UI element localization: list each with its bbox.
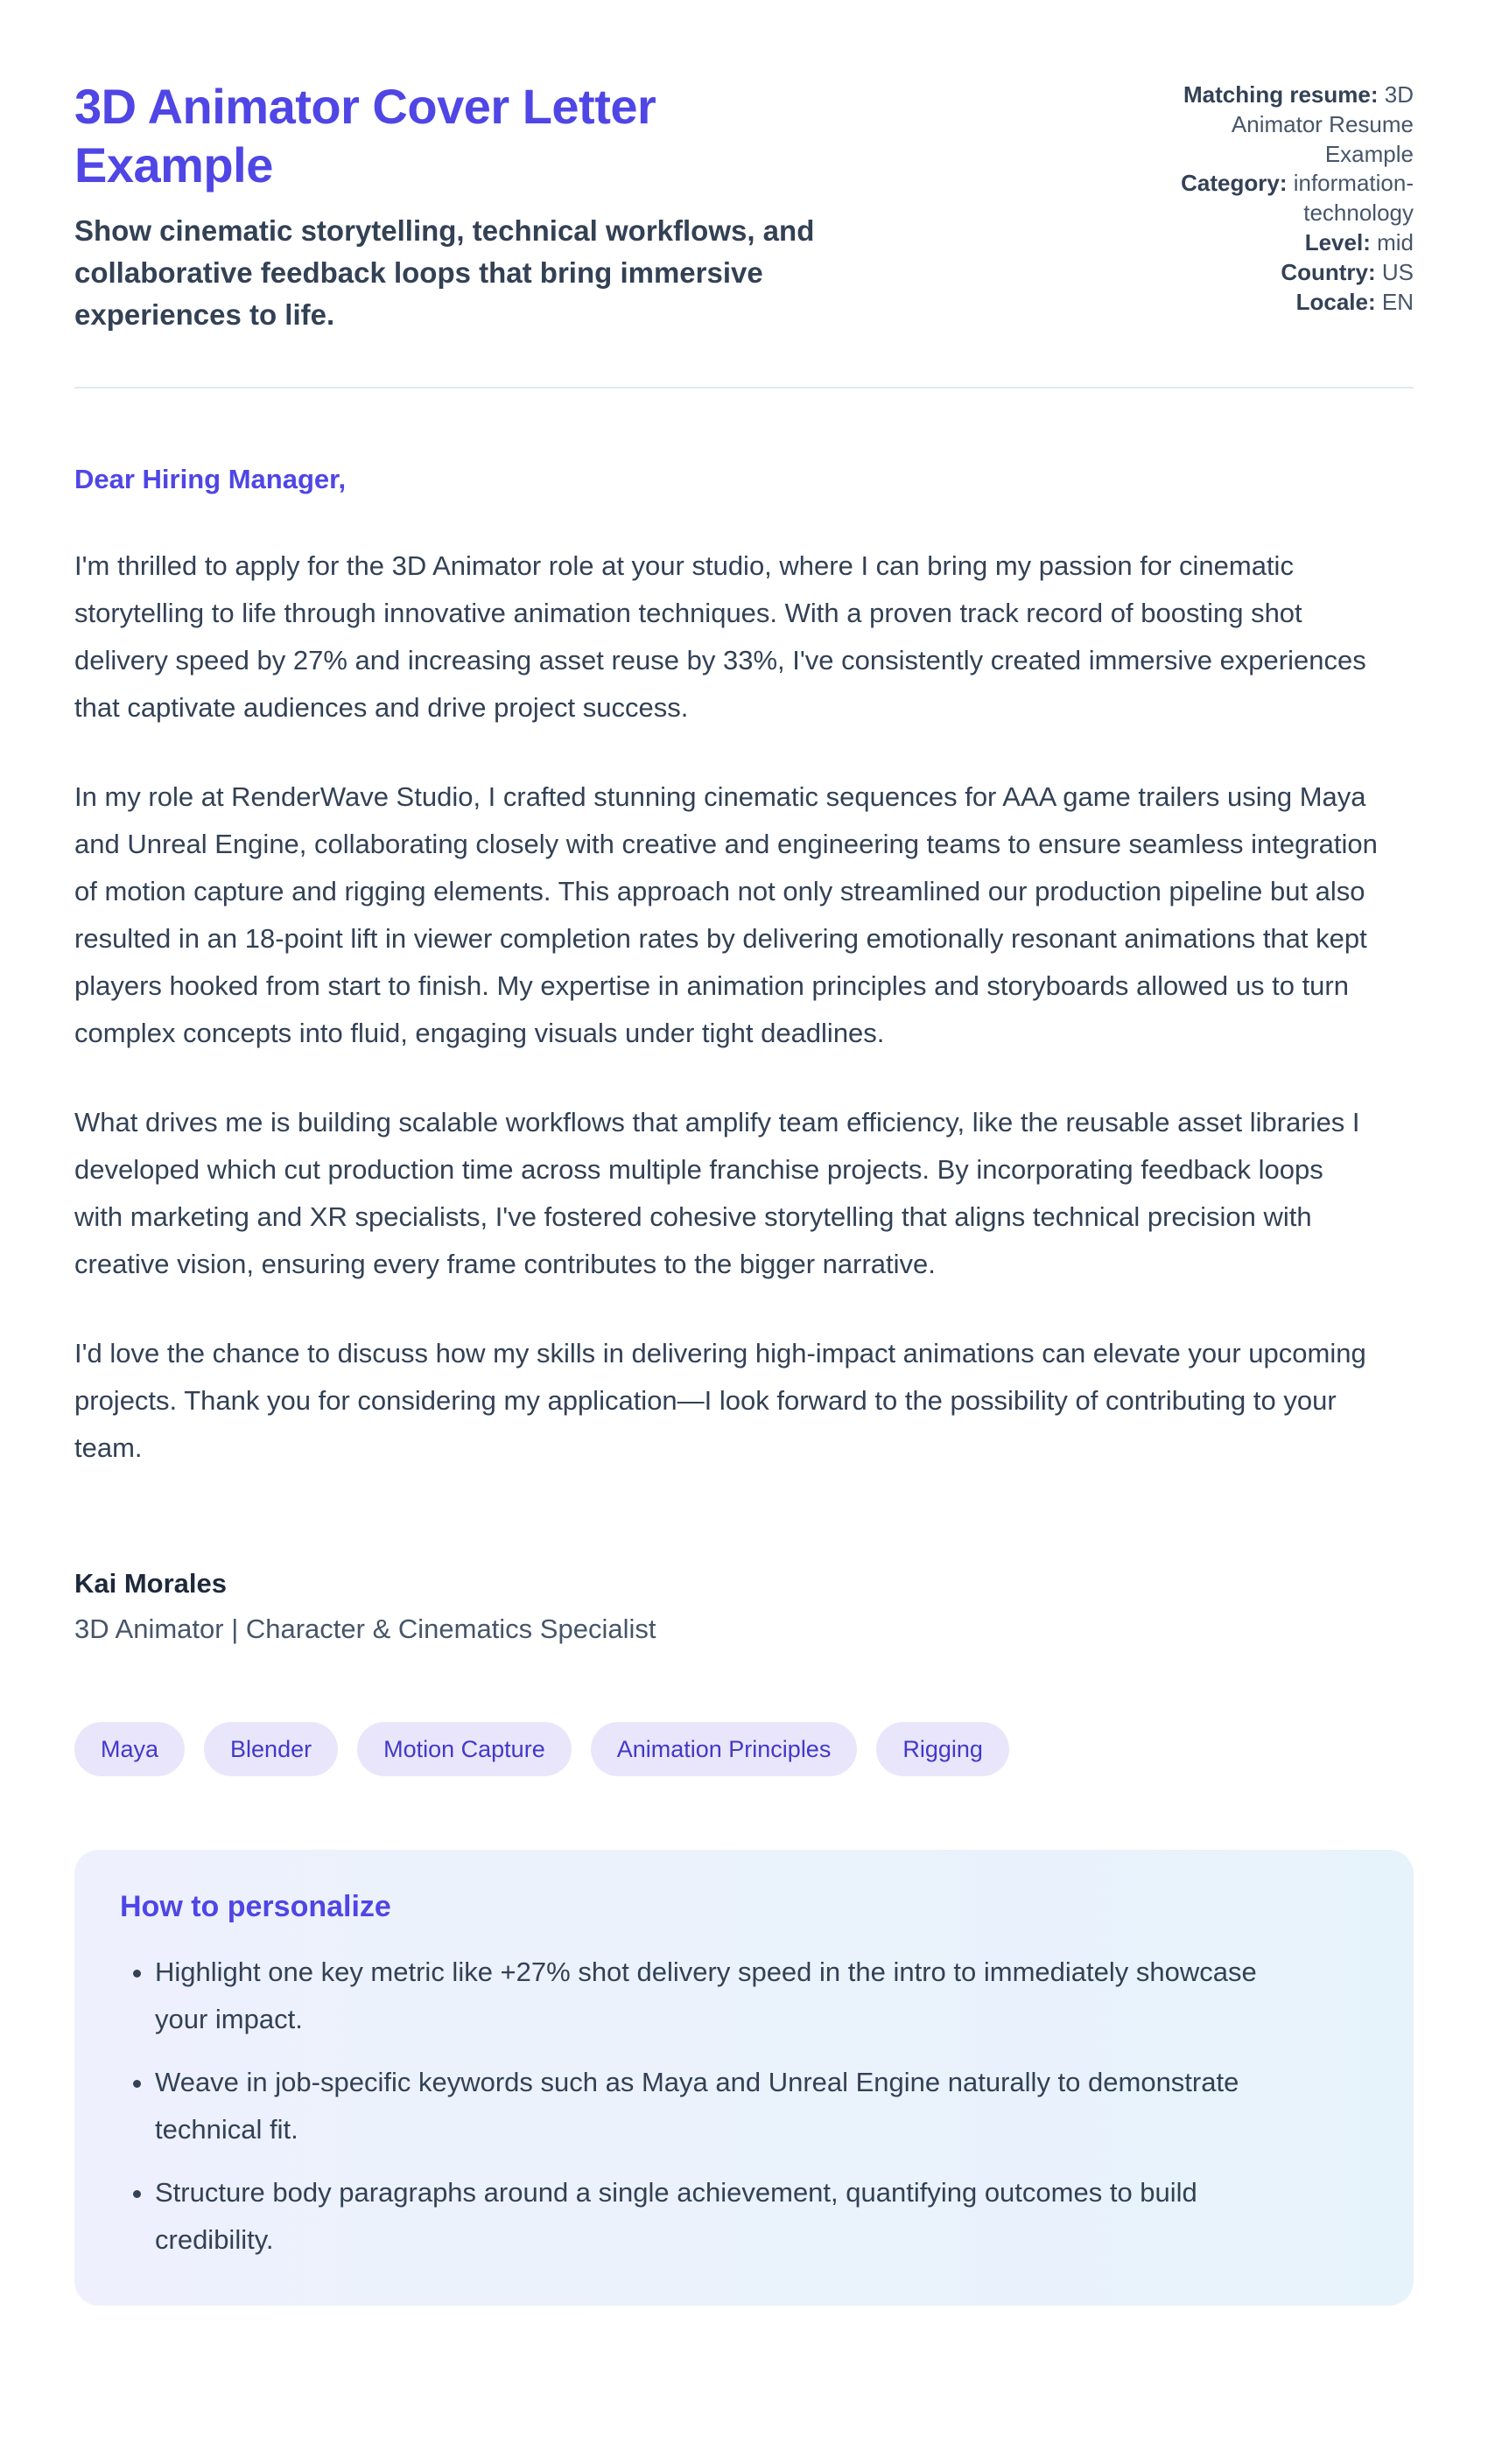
header-divider [74,387,1414,388]
cover-letter-body [74,464,1414,1645]
meta-label: Matching resume: [1183,81,1379,108]
meta-row-matching-resume [1176,80,1414,169]
skill-tag[interactable]: Maya [74,1722,185,1776]
meta-value: mid [1377,228,1414,256]
personalize-card [74,1850,1414,2306]
signature-role: 3D Animator | Character & Cinematics Specialist [74,1613,656,1644]
letter-paragraph: In my role at RenderWave Studio, I crafted stunning cinematic sequences for AAA game trailers using Maya and Unreal Engine, collaborating closely with creative and engineering teams to ensure seamless integration of motion capture and rigging elements. This approach not only streamlined our production pipeline but also resulted in an 18-point lift in viewer completion rates by delivering emotionally resonant animations that kept players hooked from start to finish. My expertise in animation principles and storyboards allowed us to turn complex concepts into fluid, engaging visuals under tight deadlines. [74,780,1378,1048]
header-text-block [74,77,845,336]
skill-tags [74,1722,1414,1776]
skill-tag[interactable]: Motion Capture [357,1722,572,1776]
meta-row-level [1176,228,1414,258]
personalize-tip: • Highlight one key metric like +27% shot delivery speed in the intro to immediately showcase your impact. [155,1949,1310,2043]
header [74,77,1414,336]
meta-value: EN [1381,288,1414,315]
letter-paragraph: I'm thrilled to apply for the 3D Animator role at your studio, where I can bring my passion for cinematic storytelling to life through innovative animation techniques. With a proven track record of boosting shot delivery speed by 27% and increasing asset reuse by 33%, I've consistently created immersive experiences that captivate audiences and drive project success. [74,550,1366,723]
personalize-tip: • Weave in job-specific keywords such as Maya and Unreal Engine naturally to demonstrate technical fit. [155,2059,1310,2153]
page-title: 3D Animator Cover Letter Example [74,79,656,193]
meta-row-locale [1176,288,1414,318]
personalize-card-title: How to personalize [120,1890,391,1924]
personalize-tip: • Structure body paragraphs around a single achievement, quantifying outcomes to build credibility. [155,2169,1310,2264]
meta-label: Level: [1304,228,1371,256]
page-subtitle: Show cinematic storytelling, technical workflows, and collaborative feedback loops that bring immersive experiences to life. [74,214,815,332]
meta-row-category [1176,169,1414,228]
resume-meta-panel [1176,77,1414,317]
meta-label: Country: [1281,258,1376,285]
meta-label: Locale: [1295,288,1376,315]
skill-tag[interactable]: Blender [204,1722,338,1776]
personalize-tips-list [120,1949,1368,2264]
signature-name: Kai Morales [74,1567,228,1599]
skill-tag[interactable]: Rigging [876,1722,1009,1776]
meta-value: information-technology [1293,170,1414,227]
letter-paragraph: What drives me is building scalable workflows that amplify team efficiency, like the reusable asset libraries I developed which cut production time across multiple franchise projects. By incorporating feedback loops with marketing and XR specialists, I've fostered cohesive storytelling that aligns technical precision with creative vision, ensuring every frame contributes to the bigger narrative. [74,1106,1360,1279]
letter-paragraph: I'd love the chance to discuss how my skills in delivering high-impact animations can elevate your upcoming projects. Thank you for considering my application—I look forward to the possibility of contributing to your team. [74,1337,1366,1463]
meta-value: 3D Animator Resume Example [1231,81,1414,167]
salutation: Dear Hiring Manager, [74,463,347,494]
skill-tag[interactable]: Animation Principles [591,1722,858,1776]
meta-row-country [1176,258,1414,288]
meta-label: Category: [1181,170,1288,197]
meta-value: US [1381,258,1414,285]
